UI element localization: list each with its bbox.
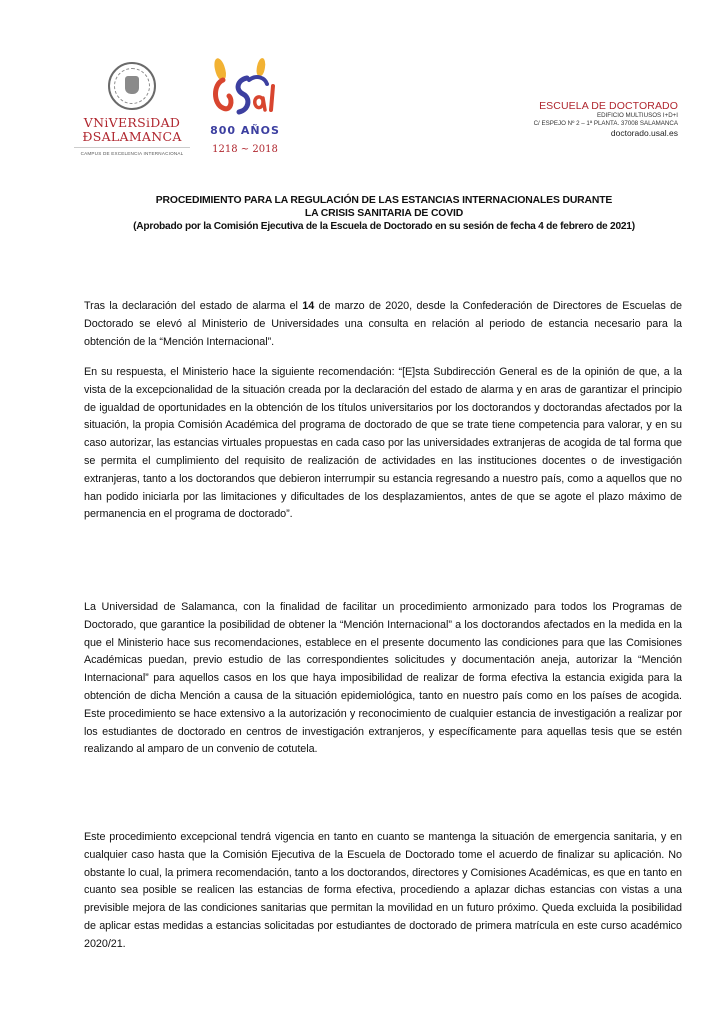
school-website-link[interactable]: doctorado.usal.es [610,128,678,138]
paragraph-4-text: Este procedimiento excepcional tendrá vigencia en tanto en cuanto se mantenga la situación de emergencia sanitaria, y en cualquier caso hasta que la Comisión Ejecutiva de la Escuela de Doctorado tome el acuerdo de finalizar su aplicación. No obstante lo cual, la primera recomendación, tanto a los doctorandos, directores y Comisiones Académicas, es que en tanto en cuanto sea posible se realicen las estancias de forma efectiva, procediendo a aplazar dichas estancias con vistas a una previsible mejora de las condiciones sanitarias que permitan la movilidad en un futuro próximo. Queda excluida la posibilidad de aplicar estas medidas a estancias solicitadas por estudiantes de doctorado de primera matrícula en este curso académico 2020/21. [84,831,682,950]
paragraph-4 [84,829,682,954]
paragraph-2-text: En su respuesta, el Ministerio hace la siguiente recomendación: “[E]sta Subdirección General es de la opinión de que, a la vista de la excepcionalidad de la situación creada por la declaración del estado de alarma y en aras de garantizar el principio de igualdad de oportunidades en la obtención de los títulos universitarios por los doctorandos y doctorandas afectados por la situación, la propia Comisión Académica del programa de doctorado de que se trate tiene competencia para valorar, y en su caso autorizar, las estancias virtuales propuestas en cada caso por las universidades extranjeras de acogida de tal forma que se permita el cumplimiento del requisito de realización de actividades en las instituciones docentes o de investigación extranjeras, tanto a los doctorandos que debieron interrumpir su estancia regresando a nuestro país, como a aquellos que no han podido iniciarla por las limitaciones y dificultades de los desplazamientos, antes de que se agote el plazo máximo de permanencia en el programa de doctorado”. [84,366,682,521]
usal-dragon-script-icon [209,74,281,118]
university-tagline: CAMPUS DE EXCELENCIA INTERNACIONAL [74,147,190,156]
document-title-block [84,194,684,234]
document-title-line1: PROCEDIMIENTO PARA LA REGULACIÓN DE LAS ESTANCIAS INTERNACIONALES DURANTE [155,195,613,206]
university-name [72,116,192,144]
anniversary-logo [205,58,285,164]
paragraph-1-text [84,298,682,351]
paragraph-2 [84,364,682,524]
school-name: ESCUELA DE DOCTORADO [539,100,678,112]
school-header [534,100,678,138]
university-logo [72,62,192,162]
anniversary-years-range: 1218 ~ 2018 [212,144,278,155]
paragraph-1-post: de marzo de 2020, desde la Confederación de Directores de Escuelas de Doctorado se elevó al Ministerio de Universidades una consulta en relación al periodo de estancia necesario para la obtención de la “Mención Internacional”. [84,300,682,348]
school-building: EDIFICIO MULTIUSOS I+D+I [596,112,678,119]
paragraph-3-text: La Universidad de Salamanca, con la finalidad de facilitar un procedimiento armonizado para todos los Programas de Doctorado, que garantice la posibilidad de obtener la “Mención Internacional” a los doctorandos afectados en la medida en la que el Ministerio hace sus recomendaciones, establece en el presente documento las condiciones para que las Comisiones Académicas puedan, previo estudio de las correspondientes solicitudes y documentación aneja, autorizar la “Mención Internacional” para aquellos casos en los que haya imposibilidad de realizar de forma efectiva la estancia exigida para la obtención de dicha Mención a causa de la situación epidemiológica, tanto en nuestro país como en los países de acogida. Este procedimiento se hace extensivo a la autorización y reconocimiento de cualquier estancia de investigación a realizar por los estudiantes de doctorado en centros de investigación extranjeros, y específicamente para aquellas tesis que se estén realizando al amparo de un convenio de cotutela. [84,601,682,756]
document-subtitle: (Aprobado por la Comisión Ejecutiva de la Escuela de Doctorado en su sesión de fecha 4 de febrero de 2021) [133,221,635,232]
university-name-line2: ÐSALAMANCA [82,129,182,144]
document-title-line2: LA CRISIS SANITARIA DE COVID [304,208,464,219]
paragraph-1-pre: Tras la declaración del estado de alarma el [84,300,303,312]
university-seal-icon [108,62,156,110]
school-address: C/ ESPEJO Nº 2 – 1ª PLANTA. 37008 SALAMANCA [533,120,678,127]
paragraph-3 [84,599,682,759]
paragraph-1 [84,298,682,351]
anniversary-years-label: 800 AÑOS [210,124,280,137]
university-name-line1: VNiVERSiDAD [83,115,181,130]
paragraph-1-date-bold: 14 [302,300,315,312]
